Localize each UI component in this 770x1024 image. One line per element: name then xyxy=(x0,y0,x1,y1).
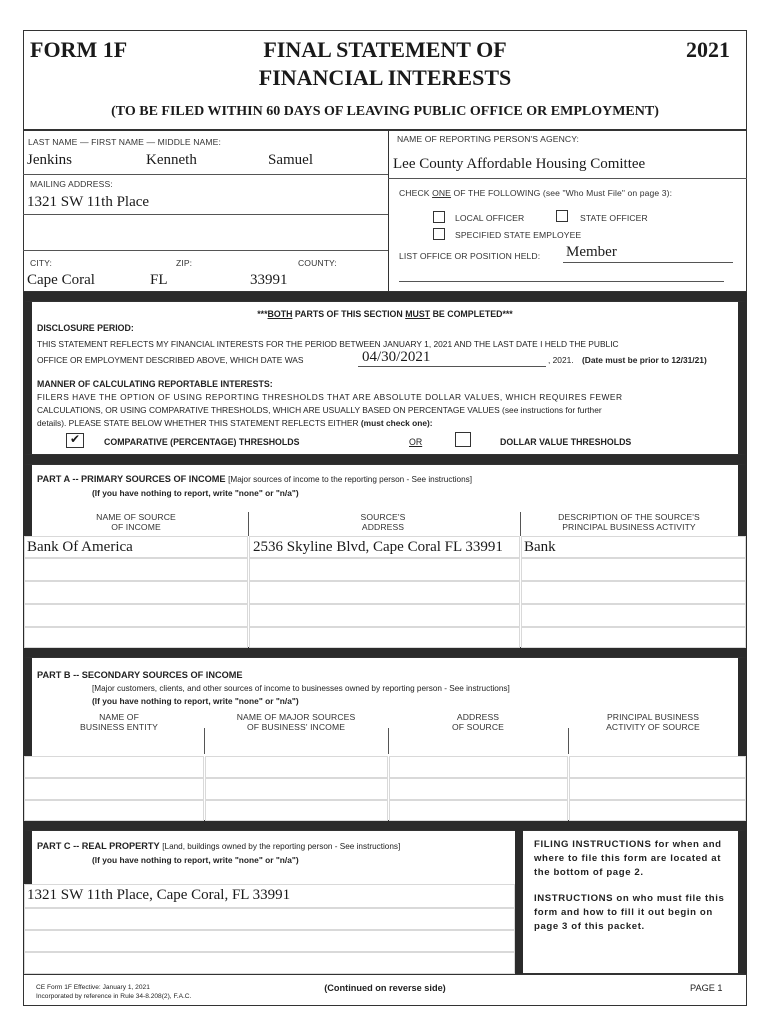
local-officer-checkbox[interactable] xyxy=(433,211,445,223)
table-row[interactable] xyxy=(205,756,388,778)
filing-instructions-note: FILING INSTRUCTIONS for when and where to file this form are located at the bottom of page 2. xyxy=(534,839,722,878)
dollar-checkbox[interactable] xyxy=(455,432,471,447)
table-row[interactable] xyxy=(24,778,204,800)
zip-field[interactable]: 33991 xyxy=(250,272,288,288)
manner-heading: MANNER OF CALCULATING REPORTABLE INTERESTS: xyxy=(37,379,273,389)
agency-field[interactable]: Lee County Affordable Housing Comittee xyxy=(393,156,646,172)
table-row[interactable] xyxy=(24,952,515,974)
mailing-label: MAILING ADDRESS: xyxy=(30,179,113,189)
form-title-line1: FINAL STATEMENT OF xyxy=(263,37,507,62)
part-b-col4-line1: PRINCIPAL BUSINESS xyxy=(606,712,700,722)
part-b-heading: PART B -- SECONDARY SOURCES OF INCOME xyxy=(37,670,243,680)
mailing-rule-2 xyxy=(23,250,388,251)
specified-employee-checkbox[interactable] xyxy=(433,228,445,240)
city-field[interactable]: Cape Coral xyxy=(27,272,95,288)
part-a-col2-line1: SOURCE'S xyxy=(360,512,406,522)
state-officer-checkbox[interactable] xyxy=(556,210,568,222)
table-row[interactable] xyxy=(569,778,746,800)
part-c-divider xyxy=(515,830,523,974)
part-b-col4-header xyxy=(568,712,738,732)
section-bar-b xyxy=(23,648,747,657)
table-row[interactable] xyxy=(389,800,568,821)
table-row[interactable] xyxy=(521,581,746,604)
disclosure-period-heading: DISCLOSURE PERIOD: xyxy=(37,323,134,333)
part-a-row1-name[interactable]: Bank Of America xyxy=(27,539,133,555)
part-b-header-divider-1 xyxy=(204,728,205,754)
part-b-col3-header xyxy=(388,712,568,732)
position-rule xyxy=(563,262,733,263)
both-prefix: *** xyxy=(257,309,268,319)
part-b-col2-line2: OF BUSINESS' INCOME xyxy=(246,722,346,732)
disclosure-period-text1: THIS STATEMENT REFLECTS MY FINANCIAL INTERESTS FOR THE PERIOD BETWEEN JANUARY 1, 2021 AND THE LAST DATE I HELD THE PUBLIC xyxy=(37,339,619,349)
part-a-col2-header xyxy=(248,512,518,532)
name-label: LAST NAME — FIRST NAME — MIDDLE NAME: xyxy=(28,137,221,147)
part-b-header-divider-3 xyxy=(568,728,569,754)
table-row[interactable] xyxy=(24,930,515,952)
or-label: OR xyxy=(409,437,423,447)
last-date-rule xyxy=(358,366,546,367)
table-row[interactable] xyxy=(521,604,746,627)
position-label: LIST OFFICE OR POSITION HELD: xyxy=(399,251,541,261)
disclosure-period-text2: OFFICE OR EMPLOYMENT DESCRIBED ABOVE, WHICH DATE WAS xyxy=(37,355,304,365)
section-bar-a xyxy=(23,455,747,464)
city-label: CITY: xyxy=(30,258,52,268)
table-row[interactable] xyxy=(24,558,248,581)
table-row[interactable] xyxy=(24,604,248,627)
name-rule xyxy=(23,174,388,175)
footer-incorporated: Incorporated by reference in Rule 34-8.208(2), F.A.C. xyxy=(36,993,192,1000)
part-a-col3-line1: DESCRIPTION OF THE SOURCE'S xyxy=(558,512,700,522)
comparative-label: COMPARATIVE (PERCENTAGE) THRESHOLDS xyxy=(104,437,300,447)
position-field[interactable]: Member xyxy=(566,244,617,260)
both-word: BOTH xyxy=(267,309,293,319)
check-one-suffix: OF THE FOLLOWING (see "Who Must File" on page 3): xyxy=(451,188,673,198)
agency-label: NAME OF REPORTING PERSON'S AGENCY: xyxy=(397,134,580,144)
manner-text1: FILERS HAVE THE OPTION OF USING REPORTING THRESHOLDS THAT ARE ABSOLUTE DOLLAR VALUES, WHICH REQUIRES FEWER xyxy=(37,392,623,402)
middle-name-field[interactable]: Samuel xyxy=(268,152,313,168)
table-row[interactable] xyxy=(24,800,204,821)
part-b-col4-line2: ACTIVITY OF SOURCE xyxy=(606,722,700,732)
manner-text2: CALCULATIONS, OR USING COMPARATIVE THRESHOLDS, WHICH ARE USUALLY BASED ON PERCENTAGE VALUES (see instructions for further xyxy=(37,405,602,415)
both-suffix: BE COMPLETED*** xyxy=(430,309,513,319)
check-one-prefix: CHECK xyxy=(399,188,433,198)
zip-label: ZIP: xyxy=(176,258,193,268)
part-a-col3-line2: PRINCIPAL BUSINESS ACTIVITY xyxy=(562,522,696,532)
table-row[interactable] xyxy=(389,756,568,778)
part-b-heading-note: [Major customers, clients, and other sources of income to businesses owned by reporting person - See instructions] xyxy=(92,684,510,693)
part-b-col1-header xyxy=(34,712,204,732)
part-b-col1-line1: NAME OF xyxy=(99,712,139,722)
local-officer-label: LOCAL OFFICER xyxy=(455,213,525,223)
part-a-heading-note: [Major sources of income to the reporting person - See instructions] xyxy=(228,475,473,484)
filer-info-box xyxy=(23,130,747,292)
part-c-heading-note: [Land, buildings owned by the reporting person - See instructions] xyxy=(162,842,401,851)
both-mid: PARTS OF THIS SECTION xyxy=(292,309,406,319)
part-a-heading-line xyxy=(37,474,472,484)
form-id: FORM 1F xyxy=(30,37,128,62)
part-c-heading-line xyxy=(37,841,400,851)
county-label: COUNTY: xyxy=(298,258,337,268)
who-instructions-note: INSTRUCTIONS on who must file this form and how to fill it out begin on page 3 of this packet. xyxy=(534,893,725,932)
table-row[interactable] xyxy=(249,581,520,604)
part-a-row1-address[interactable]: 2536 Skyline Blvd, Cape Coral FL 33991 xyxy=(253,539,503,555)
form-title-line2: FINANCIAL INTERESTS xyxy=(258,65,512,90)
period-year: , 2021. xyxy=(548,355,574,365)
both-parts-notice xyxy=(23,309,747,319)
table-row[interactable] xyxy=(569,800,746,821)
agency-rule xyxy=(388,178,747,179)
last-date-field[interactable]: 04/30/2021 xyxy=(362,349,431,365)
table-row[interactable] xyxy=(24,756,204,778)
part-b-col3-line2: OF SOURCE xyxy=(452,722,504,732)
part-b-header-divider-2 xyxy=(388,728,389,754)
part-b-col2-header xyxy=(204,712,388,732)
part-a-heading: PART A -- PRIMARY SOURCES OF INCOME xyxy=(37,474,226,484)
table-row[interactable] xyxy=(249,558,520,581)
check-one-label xyxy=(399,188,672,198)
state-field[interactable]: FL xyxy=(150,272,168,288)
first-name-field[interactable]: Kenneth xyxy=(146,152,197,168)
table-row[interactable] xyxy=(521,627,746,648)
dollar-label: DOLLAR VALUE THRESHOLDS xyxy=(500,437,632,447)
position-rule-2 xyxy=(399,281,724,282)
part-a-header-divider-2 xyxy=(520,512,521,536)
table-row[interactable] xyxy=(389,778,568,800)
section-bar-c xyxy=(23,821,747,830)
part-a-col1-line1: NAME OF SOURCE xyxy=(96,512,176,522)
part-a-col1-header xyxy=(32,512,240,532)
part-c-nothing-note: (If you have nothing to report, write "none" or "n/a") xyxy=(92,855,299,865)
part-c-heading: PART C -- REAL PROPERTY xyxy=(37,841,160,851)
mailing-rule xyxy=(23,214,388,215)
part-b-nothing-note: (If you have nothing to report, write "none" or "n/a") xyxy=(92,696,299,706)
manner-text3-bold: (must check one): xyxy=(360,418,433,428)
table-row[interactable] xyxy=(569,756,746,778)
table-row[interactable] xyxy=(205,800,388,821)
part-a-header-divider-1 xyxy=(248,512,249,536)
mailing-address-2-field[interactable] xyxy=(27,224,382,244)
part-b-col2-line1: NAME OF MAJOR SOURCES xyxy=(236,712,356,722)
period-note: (Date must be prior to 12/31/21) xyxy=(582,355,707,365)
part-b-col3-line1: ADDRESS xyxy=(456,712,500,722)
table-row[interactable] xyxy=(24,908,515,930)
must-word: MUST xyxy=(405,309,431,319)
footer-effective: CE Form 1F Effective: January 1, 2021 xyxy=(36,984,150,991)
part-a-nothing-note: (If you have nothing to report, write "none" or "n/a") xyxy=(92,488,299,498)
specified-employee-label: SPECIFIED STATE EMPLOYEE xyxy=(455,230,582,240)
manner-text3-line xyxy=(37,418,433,428)
last-name-field[interactable]: Jenkins xyxy=(27,152,72,168)
table-row[interactable] xyxy=(521,558,746,581)
part-b-col1-line2: BUSINESS ENTITY xyxy=(80,722,158,732)
part-a-row1-activity[interactable]: Bank xyxy=(524,539,556,555)
table-row[interactable] xyxy=(249,604,520,627)
comparative-check-mark: ✔ xyxy=(70,432,81,446)
table-row[interactable] xyxy=(205,778,388,800)
form-year: 2021 xyxy=(686,37,730,62)
section-bar-top xyxy=(23,292,747,301)
comparative-checkbox[interactable] xyxy=(66,433,84,448)
part-a-col2-line2: ADDRESS xyxy=(361,522,405,532)
part-c-row1[interactable]: 1321 SW 11th Place, Cape Coral, FL 33991 xyxy=(27,887,291,903)
table-row[interactable] xyxy=(249,627,520,648)
part-a-col1-line2: OF INCOME xyxy=(111,522,161,532)
manner-text3: details). PLEASE STATE BELOW WHETHER THIS STATEMENT REFLECTS EITHER xyxy=(37,418,359,428)
footer-page: PAGE 1 xyxy=(690,983,723,993)
check-one-word: ONE xyxy=(432,188,452,198)
part-a-col3-header xyxy=(520,512,738,532)
mailing-address-field[interactable]: 1321 SW 11th Place xyxy=(27,194,150,210)
filer-divider xyxy=(388,130,389,292)
table-row[interactable] xyxy=(24,627,248,648)
state-officer-label: STATE OFFICER xyxy=(580,213,648,223)
footer-continued: (Continued on reverse side) xyxy=(324,983,446,993)
form-subtitle: (TO BE FILED WITHIN 60 DAYS OF LEAVING PUBLIC OFFICE OR EMPLOYMENT) xyxy=(111,104,659,119)
table-row[interactable] xyxy=(24,581,248,604)
